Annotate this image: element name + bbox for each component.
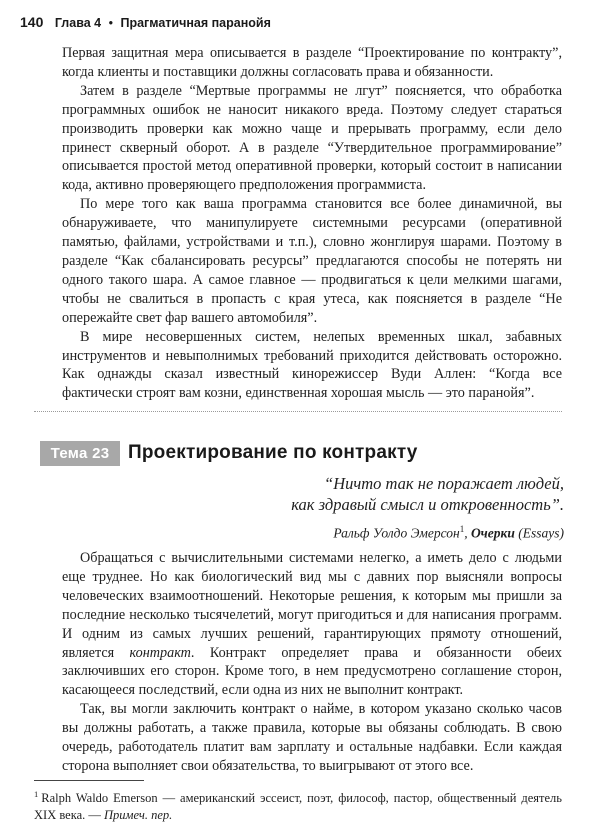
intro-paragraph: Первая защитная мера описывается в разделе “Проектирование по контракту”, когда клиенты и поставщики должны согласовать права и обязанности. bbox=[62, 45, 562, 80]
footnote bbox=[34, 786, 562, 824]
section-paragraph bbox=[62, 549, 562, 700]
paragraph-text: . Контракт определяет права и обязанности обеих заключивших его сторон. Кроме того, в нем предусмотрено соглашение сторон, касающееся последствий, если одна из них не выполнит контракт. bbox=[62, 644, 562, 699]
running-header bbox=[20, 14, 580, 36]
section-divider bbox=[34, 411, 562, 412]
chapter-title: Прагматичная паранойя bbox=[120, 16, 271, 30]
header-separator: • bbox=[108, 16, 113, 30]
translator-note: Примеч. пер. bbox=[104, 808, 173, 823]
epigraph-line: как здравый смысл и откровенность”. bbox=[291, 495, 564, 514]
footnote-mark: 1 bbox=[34, 789, 39, 799]
epigraph-author: Ральф Уолдо Эмерсон bbox=[333, 525, 460, 541]
topic-badge: Тема 23 bbox=[40, 441, 120, 466]
section-text bbox=[62, 549, 562, 776]
topic-title: Проектирование по контракту bbox=[128, 442, 418, 463]
epigraph-attribution bbox=[144, 520, 564, 543]
epigraph-line: “Ничто так не поражает людей, bbox=[324, 474, 564, 493]
intro-paragraph: По мере того как ваша программа становится все более динамичной, вы обнаруживаете, что манипулируете системными ресурсами (оперативной памятью, файлами, устройствами и т.п.), словно жонглируя шарами. Поэтому в разделе “Как сбалансировать ресурсы” предлагаются способы не потерять ни одного такого шара. А самое главное — продвигаться к цели мелкими шагами, чтобы не свалиться в пропасть с края утеса, как поясняется в разделе “Не опережайте свет фар вашего автомобиля”. bbox=[62, 196, 562, 326]
attribution-separator: , bbox=[464, 525, 471, 541]
footnote-reference[interactable]: 1 bbox=[459, 524, 465, 534]
footnote-rule bbox=[34, 780, 144, 781]
intro-paragraph: Затем в разделе “Мертвые программы не лгут” поясняется, что обработка программных ошибок не наносит никакого вреда. Поэтому следует стараться производить проверки как можно чаще и прерывать программу, если дело принест скверный оборот. А в разделе “Утвердительное программирование” описывается простой метод оперативной проверки, который состоит в написании кода, активно проверяющего предположения программиста. bbox=[62, 82, 562, 194]
section-paragraph: Так, вы могли заключить контракт о найме, в котором указано сколько часов вы должны работать, а также правила, которые вы обязаны соблюдать. В свою очередь, работодатель платит вам зарплату и остальные надбавки. Если каждая сторона выполняет свои обязательства, то выигрывают от этого все. bbox=[62, 701, 562, 774]
emphasis-term: контракт bbox=[129, 644, 191, 661]
intro-text bbox=[62, 44, 562, 403]
chapter-label: Глава 4 bbox=[54, 16, 102, 30]
epigraph-work: Очерки bbox=[470, 525, 515, 541]
footnote-text: Ralph Waldo Emerson — американский эссеист, поэт, философ, пастор, общественный деятель XIX века. — bbox=[34, 791, 562, 823]
intro-paragraph: В мире несовершенных систем, нелепых временных шкал, забавных инструментов и невыполнимых требований приходится действовать осторожно. Как однажды сказал известный кинорежиссер Вуди Аллен: “Когда все фактически строят вам козни, единственная хорошая мысль — это паранойя”. bbox=[62, 328, 562, 402]
epigraph-work-original: (Essays) bbox=[518, 525, 564, 541]
paragraph-text: Обращаться с вычислительными системами нелегко, а иметь дело с людьми еще труднее. Но как биологический вид мы с давних пор выясняли вопросы человеческих взаимоотношений. Некоторые решения, к которым мы пришли за последние несколько тысячелетий, могут пригодиться и для написания программ. И одним из самых лучших решений, гарантирующих прямоту отношений, является bbox=[62, 550, 562, 661]
page-number: 140 bbox=[20, 14, 44, 30]
epigraph-quote bbox=[144, 473, 564, 515]
